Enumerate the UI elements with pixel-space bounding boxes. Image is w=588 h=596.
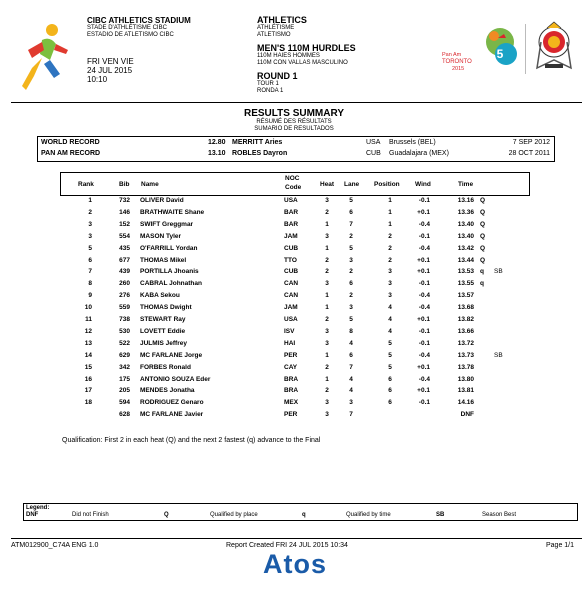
legend-desc: Qualified by time <box>346 512 391 518</box>
cell-rank: 18 <box>84 399 92 407</box>
cell-heat: 1 <box>325 351 329 359</box>
cell-bib: 435 <box>119 244 130 252</box>
table-row <box>60 268 528 279</box>
cell-bib: 175 <box>119 375 130 383</box>
cell-name: ANTONIO SOUZA Eder <box>140 375 211 383</box>
cell-position: 6 <box>388 399 392 407</box>
cell-rank: 1 <box>88 197 92 204</box>
event-name-fr: 110M HAIES HOMMES <box>257 53 320 59</box>
cell-position: 3 <box>388 268 392 276</box>
cell-name: LOVETT Eddie <box>140 327 186 335</box>
cell-heat: 1 <box>325 304 329 312</box>
cell-rank: 17 <box>84 387 92 395</box>
cell-note: SB <box>494 351 503 359</box>
legend-code: DNF <box>26 512 39 518</box>
cell-noc: USA <box>284 316 298 323</box>
table-row <box>60 376 528 387</box>
record-row <box>38 139 554 149</box>
cell-noc: USA <box>284 197 298 204</box>
table-row <box>60 233 528 244</box>
record-row <box>38 150 554 160</box>
cell-qualifier: q <box>480 268 484 276</box>
cell-lane: 3 <box>349 399 353 407</box>
cell-bib: 628 <box>119 411 130 419</box>
event-name-es: 110M CON VALLAS MASCULINO <box>257 60 348 66</box>
col-header-time: Time <box>458 181 474 188</box>
page-number: Page 1/1 <box>546 542 575 549</box>
cell-lane: 3 <box>349 304 353 312</box>
cell-bib: 629 <box>119 351 130 359</box>
cell-rank: 9 <box>88 292 92 300</box>
cell-note: SB <box>494 268 503 276</box>
cell-time: 13.55 <box>457 280 474 288</box>
cell-lane: 5 <box>349 316 353 323</box>
cell-time: 13.40 <box>457 232 474 240</box>
cell-rank: 15 <box>84 363 92 371</box>
logo-divider <box>525 24 526 74</box>
cell-wind: +0.1 <box>417 256 430 264</box>
col-header-noc: NOC <box>285 175 300 182</box>
cell-wind: -0.4 <box>418 304 430 312</box>
legend-desc: Qualified by place <box>210 512 258 518</box>
cell-position: 3 <box>388 292 392 300</box>
cell-rank: 7 <box>88 268 92 276</box>
cell-position: 2 <box>388 256 392 264</box>
record-label: WORLD RECORD <box>41 139 100 146</box>
cell-heat: 3 <box>325 197 329 204</box>
table-row <box>60 245 528 256</box>
table-row <box>60 328 528 339</box>
cell-heat: 3 <box>325 327 329 335</box>
cell-rank: 5 <box>88 244 92 252</box>
cell-rank: 8 <box>88 280 92 288</box>
cell-time: 13.44 <box>457 256 474 264</box>
cell-lane: 4 <box>349 375 353 383</box>
cell-lane: 2 <box>349 292 353 300</box>
panam-logo-text-3: 2015 <box>452 66 465 72</box>
legend-code: SB <box>436 512 445 518</box>
cell-bib: 342 <box>119 363 130 371</box>
cell-lane: 3 <box>349 256 353 264</box>
cell-time: 13.53 <box>457 268 474 276</box>
record-holder: MERRITT Aries <box>232 139 283 146</box>
record-noc: USA <box>366 139 381 146</box>
cell-position: 4 <box>388 327 392 335</box>
table-row <box>60 280 528 291</box>
record-noc: CUB <box>366 150 381 157</box>
record-holder: ROBLES Dayron <box>232 150 288 157</box>
round-name-fr: TOUR 1 <box>257 81 279 87</box>
table-row <box>60 411 528 422</box>
cell-noc: BAR <box>284 220 299 228</box>
cell-lane: 5 <box>349 244 353 252</box>
event-time: 10:10 <box>87 75 108 84</box>
cell-heat: 1 <box>325 292 329 300</box>
cell-heat: 2 <box>325 363 329 371</box>
cell-heat: 2 <box>325 208 329 216</box>
cell-wind: -0.1 <box>418 399 430 407</box>
record-mark: 12.80 <box>208 139 226 146</box>
cell-position: 3 <box>388 280 392 288</box>
cell-heat: 2 <box>325 316 329 323</box>
cell-position: 2 <box>388 244 392 252</box>
page-title: RESULTS SUMMARY <box>244 108 344 119</box>
cell-bib: 738 <box>119 316 130 323</box>
cell-position: 2 <box>388 232 392 240</box>
cell-heat: 1 <box>325 220 329 228</box>
col-header-name: Name <box>141 181 159 188</box>
cell-bib: 594 <box>119 399 130 407</box>
cell-name: CABRAL Johnathan <box>140 280 202 288</box>
cell-position: 1 <box>388 220 392 228</box>
cell-bib: 677 <box>119 256 130 264</box>
report-created: Report Created FRI 24 JUL 2015 10:34 <box>226 542 348 549</box>
page-title-es: SUMARIO DE RESULTADOS <box>254 126 334 132</box>
cell-name: SWIFT Greggmar <box>140 220 194 228</box>
cell-heat: 1 <box>325 375 329 383</box>
cell-rank: 12 <box>84 327 92 335</box>
cell-name: MASON Tyler <box>140 232 182 240</box>
cell-time: 14.16 <box>457 399 474 407</box>
cell-name: OLIVER David <box>140 197 184 204</box>
cell-noc: JAM <box>284 304 298 312</box>
table-row <box>60 221 528 232</box>
table-row <box>60 352 528 363</box>
round-name: ROUND 1 <box>257 71 298 81</box>
cell-name: KABA Sekou <box>140 292 180 300</box>
cell-lane: 7 <box>349 411 353 419</box>
svg-text:5: 5 <box>496 47 504 61</box>
cell-wind: -0.1 <box>418 197 430 204</box>
paso-crest-icon <box>535 20 573 74</box>
sponsor-logo: Atos <box>263 549 327 579</box>
cell-position: 6 <box>388 375 392 383</box>
cell-bib: 530 <box>119 327 130 335</box>
footer-divider <box>11 538 582 539</box>
table-row <box>60 197 528 208</box>
cell-rank: 3 <box>88 232 92 240</box>
cell-heat: 3 <box>325 339 329 347</box>
header-divider <box>11 102 582 103</box>
cell-noc: MEX <box>284 399 299 407</box>
table-row <box>60 257 528 268</box>
cell-noc: CAN <box>284 280 299 288</box>
cell-time: 13.42 <box>457 244 474 252</box>
cell-qualifier: Q <box>480 256 486 264</box>
cell-time: 13.78 <box>457 363 474 371</box>
event-name: MEN'S 110M HURDLES <box>257 43 356 53</box>
cell-position: 1 <box>388 208 392 216</box>
cell-wind: +0.1 <box>417 387 430 395</box>
col-header-bib: Bib <box>119 181 130 188</box>
page-title-fr: RÉSUMÉ DES RÉSULTATS <box>256 119 332 125</box>
cell-wind: -0.4 <box>418 375 430 383</box>
cell-name: THOMAS Mikel <box>140 256 187 264</box>
record-place: Brussels (BEL) <box>389 139 436 146</box>
cell-time: 13.66 <box>457 327 474 335</box>
cell-rank: 13 <box>84 339 92 347</box>
cell-noc: CUB <box>284 268 299 276</box>
cell-time: 13.57 <box>457 292 474 300</box>
record-place: Guadalajara (MEX) <box>389 150 449 157</box>
legend-desc: Did not Finish <box>72 512 109 518</box>
cell-time: 13.72 <box>457 339 474 347</box>
cell-qualifier: Q <box>480 197 486 204</box>
cell-bib: 732 <box>119 197 130 204</box>
cell-lane: 7 <box>349 220 353 228</box>
cell-wind: -0.4 <box>418 292 430 300</box>
panam-logo-text-1: Pan Am <box>442 52 462 58</box>
round-name-es: RONDA 1 <box>257 88 284 94</box>
cell-noc: ISV <box>284 327 295 335</box>
cell-lane: 6 <box>349 351 353 359</box>
cell-name: FORBES Ronald <box>140 363 191 371</box>
cell-time: 13.68 <box>457 304 474 312</box>
cell-time: 13.80 <box>457 375 474 383</box>
cell-bib: 152 <box>119 220 130 228</box>
table-row <box>60 209 528 220</box>
cell-heat: 2 <box>325 268 329 276</box>
cell-name: STEWART Ray <box>140 316 186 323</box>
panam-logo-text-2: TORONTO <box>442 59 472 65</box>
pictogram-runner-icon <box>20 20 72 94</box>
cell-noc: CUB <box>284 244 299 252</box>
cell-name: JULMIS Jeffrey <box>140 339 187 347</box>
legend-code: q <box>302 512 306 518</box>
event-date: 24 JUL 2015 <box>87 66 133 75</box>
cell-lane: 6 <box>349 208 353 216</box>
table-row <box>60 387 528 398</box>
cell-qualifier: q <box>480 280 484 288</box>
records-box <box>37 136 555 162</box>
cell-noc: HAI <box>284 339 296 347</box>
cell-wind: -0.1 <box>418 339 430 347</box>
cell-noc: PER <box>284 411 298 419</box>
cell-position: 6 <box>388 387 392 395</box>
col-header-heat: Heat <box>320 181 335 188</box>
cell-position: 5 <box>388 363 392 371</box>
cell-heat: 2 <box>325 387 329 395</box>
cell-noc: BAR <box>284 208 299 216</box>
table-row <box>60 364 528 375</box>
venue-name: CIBC ATHLETICS STADIUM <box>87 16 191 25</box>
table-row <box>60 316 528 327</box>
cell-lane: 4 <box>349 387 353 395</box>
legend-box <box>23 503 578 521</box>
cell-heat: 3 <box>325 280 329 288</box>
cell-time: 13.82 <box>457 316 474 323</box>
cell-heat: 3 <box>325 399 329 407</box>
cell-noc: CAN <box>284 292 299 300</box>
cell-rank: 16 <box>84 375 92 383</box>
record-date: 7 SEP 2012 <box>512 139 550 146</box>
cell-bib: 276 <box>119 292 130 300</box>
cell-noc: CAY <box>284 363 298 371</box>
cell-rank: 2 <box>88 208 92 216</box>
cell-wind: -0.4 <box>418 351 430 359</box>
results-table-header <box>60 172 530 196</box>
legend-desc: Season Best <box>482 512 517 518</box>
cell-qualifier: Q <box>480 208 486 216</box>
qualification-note: Qualification: First 2 in each heat (Q) and the next 2 fastest (q) advance to the Final <box>62 437 321 444</box>
record-label: PAN AM RECORD <box>41 150 101 157</box>
col-header-position: Position <box>374 181 400 188</box>
cell-time: 13.40 <box>457 220 474 228</box>
cell-name: BRATHWAITE Shane <box>140 208 205 216</box>
cell-position: 5 <box>388 351 392 359</box>
cell-noc: PER <box>284 351 298 359</box>
cell-bib: 439 <box>119 268 130 276</box>
results-table-body <box>60 197 528 425</box>
cell-bib: 559 <box>119 304 130 312</box>
cell-qualifier: Q <box>480 220 486 228</box>
cell-wind: +0.1 <box>417 363 430 371</box>
panam-logo <box>440 24 522 76</box>
cell-time: DNF <box>460 411 474 419</box>
cell-wind: -0.4 <box>418 244 430 252</box>
table-row <box>60 399 528 410</box>
cell-time: 13.81 <box>457 387 474 395</box>
cell-bib: 146 <box>119 208 130 216</box>
cell-wind: -0.1 <box>418 280 430 288</box>
cell-heat: 3 <box>325 411 329 419</box>
cell-wind: +0.1 <box>417 316 430 323</box>
venue-name-es: ESTADIO DE ATLETISMO CIBC <box>87 32 174 38</box>
sport-name: ATHLETICS <box>257 15 307 25</box>
cell-wind: -0.1 <box>418 232 430 240</box>
cell-time: 13.16 <box>457 197 474 204</box>
cell-position: 4 <box>388 304 392 312</box>
cell-time: 13.73 <box>457 351 474 359</box>
cell-lane: 4 <box>349 339 353 347</box>
record-mark: 13.10 <box>208 150 226 157</box>
sport-name-fr: ATHLÉTISME <box>257 25 295 31</box>
cell-position: 5 <box>388 339 392 347</box>
col-header-wind: Wind <box>415 181 431 188</box>
cell-name: RODRIGUEZ Genaro <box>140 399 204 407</box>
table-row <box>60 304 528 315</box>
cell-lane: 6 <box>349 280 353 288</box>
col-header-lane: Lane <box>344 181 360 188</box>
cell-time: 13.36 <box>457 208 474 216</box>
cell-bib: 205 <box>119 387 130 395</box>
cell-rank: 3 <box>88 220 92 228</box>
cell-heat: 1 <box>325 244 329 252</box>
legend-title: Legend: <box>26 505 50 511</box>
cell-name: PORTILLA Jhoanis <box>140 268 199 276</box>
document-code: ATM012900_C74A ENG 1.0 <box>11 542 99 549</box>
cell-qualifier: Q <box>480 244 486 252</box>
col-header-rank: Rank <box>78 181 94 188</box>
record-date: 28 OCT 2011 <box>508 150 550 157</box>
cell-lane: 8 <box>349 327 353 335</box>
table-row <box>60 292 528 303</box>
cell-bib: 554 <box>119 232 130 240</box>
cell-bib: 260 <box>119 280 130 288</box>
legend-code: Q <box>164 512 169 518</box>
cell-rank: 10 <box>84 304 92 312</box>
venue-name-fr: STADE D'ATHLÉTISME CIBC <box>87 25 167 31</box>
cell-wind: -0.4 <box>418 220 430 228</box>
cell-name: MC FARLANE Jorge <box>140 351 203 359</box>
cell-name: THOMAS Dwight <box>140 304 192 312</box>
event-day: FRI VEN VIE <box>87 57 134 66</box>
cell-rank: 11 <box>85 316 92 323</box>
cell-wind: +0.1 <box>417 268 430 276</box>
cell-name: MC FARLANE Javier <box>140 411 204 419</box>
cell-name: MENDES Jonatha <box>140 387 195 395</box>
cell-noc: BRA <box>284 375 299 383</box>
cell-rank: 6 <box>88 256 92 264</box>
cell-noc: JAM <box>284 232 298 240</box>
cell-lane: 5 <box>349 197 353 204</box>
cell-wind: +0.1 <box>417 208 430 216</box>
cell-name: O'FARRILL Yordan <box>140 244 198 252</box>
cell-lane: 2 <box>349 268 353 276</box>
cell-bib: 522 <box>119 339 130 347</box>
cell-lane: 2 <box>349 232 353 240</box>
cell-position: 1 <box>388 197 392 204</box>
cell-lane: 7 <box>349 363 353 371</box>
col-header-code: Code <box>285 184 302 191</box>
table-row <box>60 340 528 351</box>
sport-name-es: ATLETISMO <box>257 32 291 38</box>
cell-wind: -0.1 <box>418 327 430 335</box>
cell-position: 4 <box>388 316 392 323</box>
cell-rank: 14 <box>84 351 92 359</box>
cell-heat: 2 <box>325 256 329 264</box>
cell-noc: TTO <box>284 256 297 264</box>
cell-heat: 3 <box>325 232 329 240</box>
cell-qualifier: Q <box>480 232 486 240</box>
cell-noc: BRA <box>284 387 299 395</box>
